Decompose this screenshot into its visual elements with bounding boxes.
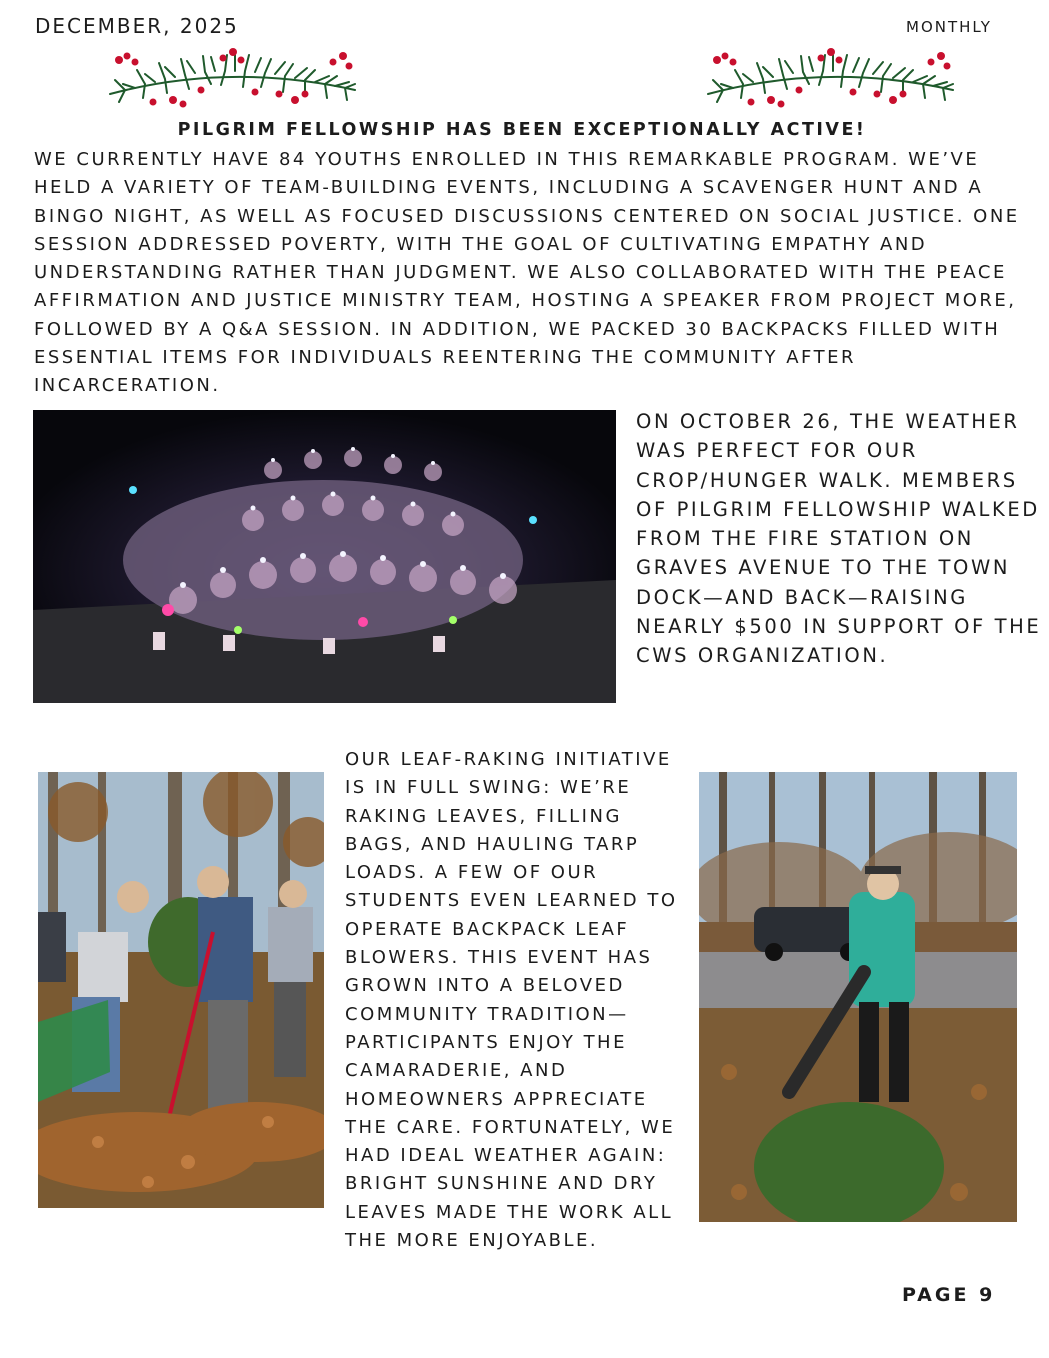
leaf-raking-photo: [38, 772, 324, 1208]
newsletter-frequency: MONTHLY: [906, 18, 992, 36]
leaf-blower-photo: [699, 772, 1017, 1222]
article-intro-paragraph: WE CURRENTLY HAVE 84 YOUTHS ENROLLED IN THIS REMARKABLE PROGRAM. WE’VE HELD A VARIETY OF TEAM-BUILDING EVENTS, INCLUDING A SCAVENGER HUNT AND A BINGO NIGHT, AS WELL AS FOCUSED DISCUSSIONS CENTERED ON SOCIAL JUSTICE. ONE SESSION ADDRESSED POVERTY, WITH THE GOAL OF CULTIVATING EMPATHY AND UNDERSTANDING RATHER THAN JUDGMENT. WE ALSO COLLABORATED WITH THE PEACE AFFIRMATION AND JUSTICE MINISTRY TEAM, HOSTING A SPEAKER FROM PROJECT MORE, FOLLOWED BY A Q&A SESSION. IN ADDITION, WE PACKED 30 BACKPACKS FILLED WITH ESSENTIAL ITEMS FOR INDIVIDUALS REENTERING THE COMMUNITY AFTER INCARCERATION.: [34, 149, 1020, 397]
leaf-raking-paragraph: OUR LEAF-RAKING INITIATIVE IS IN FULL SWING: WE’RE RAKING LEAVES, FILLING BAGS, AND HAULING TARP LOADS. A FEW OF OUR STUDENTS EVEN LEARNED TO OPERATE BACKPACK LEAF BLOWERS. THIS EVENT HAS GROWN INTO A BELOVED COMMUNITY TRADITION—PARTICIPANTS ENJOY THE CAMARADERIE, AND HOMEOWNERS APPRECIATE THE CARE. FORTUNATELY, WE HAD IDEAL WEATHER AGAIN: BRIGHT SUNSHINE AND DRY LEAVES MADE THE WORK ALL THE MORE ENJOYABLE.: [345, 749, 678, 1252]
pine-garland-right-icon: [703, 42, 958, 110]
hunger-walk-paragraph: ON OCTOBER 26, THE WEATHER WAS PERFECT FOR OUR CROP/HUNGER WALK. MEMBERS OF PILGRIM FELLOWSHIP WALKED FROM THE FIRE STATION ON GRAVES AVENUE TO THE TOWN DOCK—AND BACK—RAISING NEARLY $500 IN SUPPORT OF THE CWS ORGANIZATION.: [636, 410, 1042, 668]
page-number: PAGE 9: [902, 1284, 996, 1306]
hunger-walk-group-photo: [33, 410, 616, 703]
article-title: PILGRIM FELLOWSHIP HAS BEEN EXCEPTIONALLY ACTIVE!: [177, 120, 867, 140]
pine-garland-left-icon: [105, 42, 360, 110]
newsletter-date: DECEMBER, 2025: [35, 14, 239, 38]
